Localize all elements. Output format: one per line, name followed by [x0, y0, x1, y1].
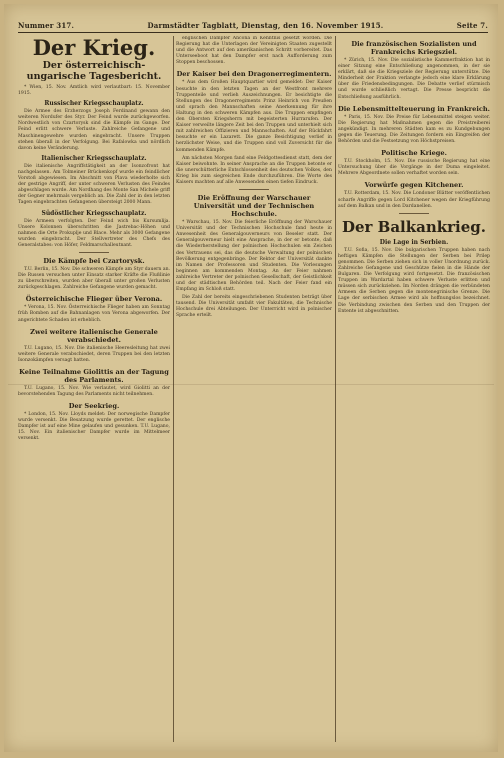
page-number: Seite 7.	[456, 20, 488, 30]
article-text: * London, 15. Nov. Lloyds meldet: Der norwegische Dampfer wurde versenkt. Die Besatzung wurde gerettet. Der englische Dampfer ist auf eine Mine gelaufen und gesunken. T.U. Lugano, 15. Nov. Ein italienischer Dampfer wurde im Mittelmeer versenkt.	[18, 412, 170, 442]
article-heading: Der Kaiser bei den Dragonerregimentern.	[176, 70, 332, 79]
article-text: Die Armeen verfolgten. Der Feind wich bis Kursumlija. Unsere Kolonnen überschritten die Jastrebac-Höhen und nahmen die Orte Prokuplje und Blace. Mehr als 3000 Gefangene wurden eingebracht. Der Stellvertreter des Chefs des Generalstabes: von Höfer, Feldmarschalleutnant.	[18, 218, 170, 248]
article-text: Die italienische Angriffstätigkeit an der Isonzofront hat nachgelassen. Am Tolmeiner Brückenkopf wurde ein feindlicher Vorstoß abgewiesen. Im Abschnitt von Plava wiederholte sich der gestrige Angriff, der unter schweren Verlusten des Feindes abgeschlagen wurde. Am Nordhang des Monte San Michele griff der Gegner mehrmals vergeblich an. Die Zahl der in den letzten Tagen eingebrachten Gefangenen übersteigt 2000 Mann.	[18, 163, 170, 206]
article-text: T.U. Sofia, 15. Nov. Die bulgarischen Truppen haben nach heftigen Kämpfen die Stellungen der Serben bei Prilep genommen. Die Serben ziehen sich in voller Unordnung zurück. Zahlreiche Gefangene und Geschütze fielen in die Hände der Bulgaren. Die Verfolgung wird fortgesetzt. Die französischen Truppen im Wardartal haben schwere Verluste erlitten und müssen sich zurückziehen. Im Norden drängen die verbündeten Armeen die Serben gegen die montenegrinische Grenze. Die Lage der serbischen Armee wird als hoffnungslos bezeichnet. Die Verbindung zwischen den Serben und den Truppen der Entente ist abgeschnitten.	[338, 247, 490, 314]
article-heading: Zwei weitere italienische Generale verabschiedet.	[30, 327, 158, 344]
article-text: * Warschau, 15. Nov. Die feierliche Eröffnung der Warschauer Universität und der Technischen Hochschule fand heute in Anwesenheit des Generalgouverneurs von Beseler statt. Der Generalgouverneur hielt eine Ansprache, in der er betonte, daß die Wiederherstellung der polnischen Hochschulen ein Zeichen des Vertrauens sei, das die deutsche Verwaltung der polnischen Bevölkerung entgegenbringe. Der Rektor der Universität dankte im Namen der Professoren und Studenten. Die Vorlesungen beginnen am kommenden Montag. An der Feier nahmen zahlreiche Vertreter der polnischen Gesellschaft, der Geistlichkeit und der städtischen Behörden teil. Nach der Feier fand ein Empfang im Schloß statt.	[176, 220, 332, 293]
article-text: * Verona, 15. Nov. Österreichische Flieger haben am Sonntag früh Bomben auf die Bahnanlagen von Verona abgeworfen. Der angerichtete Schaden ist erheblich.	[18, 305, 170, 323]
article-heading: Politische Kriege.	[381, 149, 447, 158]
article-heading: Österreichische Flieger über Verona.	[25, 295, 163, 304]
divider	[79, 252, 109, 253]
article-heading: Die französischen Sozialisten und Frankreichs Kriegsziel.	[351, 40, 477, 56]
article-heading: Die Lage in Serbien.	[379, 238, 449, 246]
column-3	[338, 36, 490, 744]
article-headline: Der österreichisch-ungarische Tagesbericht.	[26, 60, 162, 82]
article-heading: Keine Teilnahme Giolittis an der Tagung des Parlaments.	[19, 367, 169, 384]
article-text: T.U. Lugano, 15. Nov. Die italienische Heeresleitung hat zwei weitere Generale verabschiedet, deren Truppen bei den letzten Isonzokämpfen versagt hatten.	[18, 345, 170, 363]
section-title: Der Balkankrieg.	[341, 217, 487, 236]
column-rule	[335, 36, 336, 742]
article-heading: Die Eröffnung der Warschauer Universität und der Technischen Hochschule.	[193, 194, 315, 219]
article-text: Die Armee des Erzherzogs Joseph Ferdinand gewann den weiteren Nordufer des Styr. Der Feind wurde zurückgeworfen. Nordwestlich von Czartorysk sind die Kämpfe im Gange. Der Feind erlitt schwere Verluste. Zahlreiche Gefangene und Maschinengewehre wurden eingebracht. Unsere Truppen stehen überall in der Verfolgung. Bei Rafalowka und nördlich davon keine Veränderung.	[18, 109, 170, 151]
article-heading: Italienischer Kriegsschauplatz.	[41, 154, 147, 162]
article-text: T.U. Berlin, 15. Nov. Die schweren Kämpfe am Styr dauern an. Die Russen versuchen unter Einsatz starker Kräfte die Flußlinie zu überschreiten, wurden aber überall unter großen Verlusten zurückgeschlagen. Zahlreiche Gefangene wurden gemacht.	[18, 266, 170, 291]
article-text: * Zürich, 15. Nov. Die sozialistische Kammerfraktion hat in einer Sitzung eine Entschließung angenommen, in der sie erklärt, daß sie die Kriegsziele der Regierung unterstütze. Die Minderheit der Fraktion verlangte jedoch eine klare Erklärung über die Friedensbedingungen. Die Debatte verlief stürmisch und wurde schließlich vertagt. Die Presse bespricht die Entschließung ausführlich.	[338, 58, 490, 100]
article-heading: Südöstlicher Kriegsschauplatz.	[41, 209, 147, 217]
article-heading: Der Seekrieg.	[68, 402, 120, 411]
article-text: * Paris, 15. Nov. Die Preise für Lebensmittel steigen weiter. Die Regierung hat Maßnahmen gegen die Preistreiberei angekündigt. In mehreren Städten kam es zu Kundgebungen gegen die Teuerung. Die Zeitungen fordern ein Eingreifen der Behörden und die Festsetzung von Höchstpreisen.	[338, 114, 490, 145]
article-text: T.U. Rotterdam, 15. Nov. Die Londoner Blätter veröffentlichen scharfe Angriffe gegen Lord Kitchener wegen der Kriegführung auf dem Balkan und in den Dardanellen.	[338, 191, 490, 209]
article-text: englischen Dampfer Ancona in Kenntnis gesetzt worden. Die Regierung hat die Unterlagen der Vereinigten Staaten zugestellt und die Antwort auf den amerikanischen Schritt vorbereitet. Das Unterseeboot hat den Dampfer erst nach Aufforderung zum Stoppen beschossen.	[176, 36, 332, 66]
page-header	[18, 18, 488, 33]
article-text: T.U. Stockholm, 15. Nov. Die russische Regierung hat eine Untersuchung über die Vorgänge in der Duma eingeleitet. Mehrere Abgeordnete sollen verhaftet worden sein.	[338, 159, 490, 177]
divider	[239, 189, 269, 190]
article-heading: Vorwürfe gegen Kitchener.	[364, 181, 464, 190]
divider	[399, 213, 429, 214]
column-2	[176, 36, 332, 744]
article-text: Am nächsten Morgen fand eine Feldgottesdienst statt, dem der Kaiser beiwohnte. In seiner Ansprache an die Truppen betonte er die unerschütterliche Entschlossenheit des deutschen Volkes, den Krieg bis zum siegreichen Ende durchzuführen. Die Worte des Kaisers machten auf alle Anwesenden einen tiefen Eindruck.	[176, 155, 332, 185]
article-heading: Die Lebensmittelteuerung in Frankreich.	[338, 104, 490, 113]
column-1	[18, 36, 170, 744]
newspaper-page	[4, 4, 498, 752]
article-heading: Russischer Kriegsschauplatz.	[44, 100, 144, 108]
issue-number: Nummer 317.	[18, 20, 75, 30]
column-rule	[173, 36, 174, 742]
article-text: T.U. Lugano, 15. Nov. Wie verlautet, wird Giolitti an der bevorstehenden Tagung des Parlaments nicht teilnehmen.	[18, 385, 170, 397]
article-heading: Die Kämpfe bei Czartorysk.	[43, 256, 145, 265]
article-text: * Wien, 15. Nov. Amtlich wird verlautbart: 15. November 1915.	[18, 85, 170, 97]
article-text: Die Zahl der bereits eingeschriebenen Studenten beträgt über tausend. Die Universität umfaßt vier Fakultäten, die Technische Hochschule drei Abteilungen. Der Unterricht wird in polnischer Sprache erteilt.	[176, 295, 332, 319]
masthead-title: Darmstädter Tagblatt, Dienstag, den 16. November 1915.	[147, 20, 384, 30]
article-text: * Aus dem Großen Hauptquartier wird gemeldet: Der Kaiser besuchte in den letzten Tagen an der Westfront mehrere Truppenteile und verlieh Auszeichnungen. Er besichtigte die Stellungen des Dragonerregiments Prinz Heinrich von Preußen und sprach den Mannschaften seine Anerkennung für ihre Haltung in den schweren Kämpfen aus. Die Truppen empfingen den Obersten Kriegsherrn mit begeisterten Hurrarufen. Der Kaiser verweilte längere Zeit bei den Truppen und unterhielt sich mit zahlreichen Offizieren und Mannschaften. Auf der Rückfahrt besuchte er ein Lazarett. Die ganze Besichtigung verlief in herzlichster Weise, und die Truppen sind voll Zuversicht für die kommenden Kämpfe.	[176, 80, 332, 153]
section-title: Der Krieg.	[32, 36, 156, 60]
